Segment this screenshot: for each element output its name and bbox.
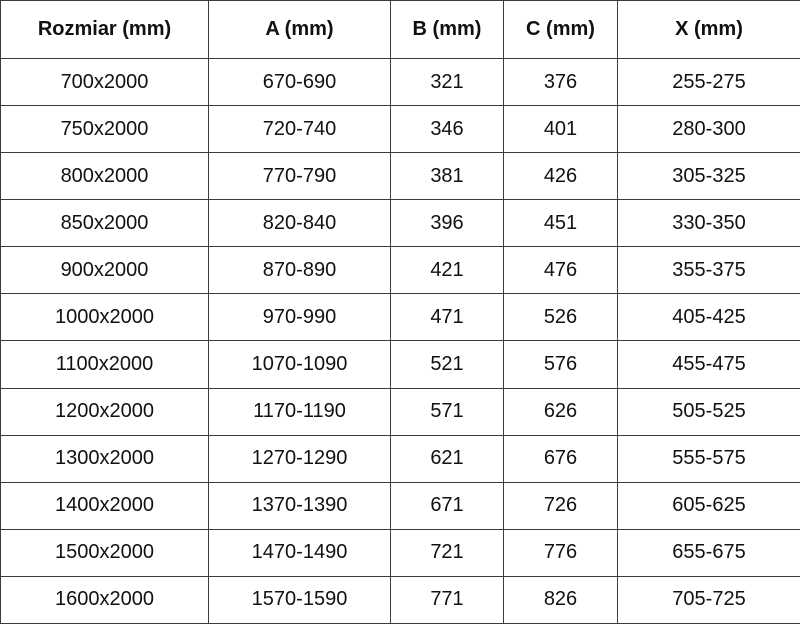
table-cell: 505-525 [618,388,800,435]
table-row [1,200,800,247]
table-cell: 621 [391,435,504,482]
table-cell: 721 [391,529,504,576]
table-cell: 1300x2000 [1,435,209,482]
column-header-rozmiar: Rozmiar (mm) [1,1,209,59]
table-body [1,59,800,624]
table-row [1,529,800,576]
table-cell: 381 [391,153,504,200]
table-row [1,153,800,200]
table-cell: 671 [391,482,504,529]
table-cell: 676 [504,435,618,482]
table-cell: 1200x2000 [1,388,209,435]
table-cell: 421 [391,247,504,294]
table-header-row [1,1,800,59]
table-cell: 655-675 [618,529,800,576]
table-row [1,435,800,482]
table-cell: 820-840 [209,200,391,247]
table-row [1,576,800,623]
table-cell: 1500x2000 [1,529,209,576]
table-row [1,59,800,106]
table-cell: 401 [504,106,618,153]
table-cell: 1170-1190 [209,388,391,435]
table-cell: 870-890 [209,247,391,294]
table-cell: 970-990 [209,294,391,341]
table-cell: 1370-1390 [209,482,391,529]
table-row [1,482,800,529]
table-cell: 726 [504,482,618,529]
table-cell: 1400x2000 [1,482,209,529]
table-cell: 1270-1290 [209,435,391,482]
column-header-x: X (mm) [618,1,800,59]
table-cell: 771 [391,576,504,623]
table-cell: 426 [504,153,618,200]
table-cell: 355-375 [618,247,800,294]
table-cell: 750x2000 [1,106,209,153]
table-row [1,388,800,435]
table-cell: 1100x2000 [1,341,209,388]
table-cell: 670-690 [209,59,391,106]
table-cell: 571 [391,388,504,435]
table-cell: 396 [391,200,504,247]
table-cell: 555-575 [618,435,800,482]
table-cell: 521 [391,341,504,388]
table-cell: 700x2000 [1,59,209,106]
table-cell: 526 [504,294,618,341]
table-cell: 455-475 [618,341,800,388]
table-cell: 776 [504,529,618,576]
column-header-c: C (mm) [504,1,618,59]
table-cell: 376 [504,59,618,106]
table-cell: 705-725 [618,576,800,623]
table-cell: 280-300 [618,106,800,153]
table-cell: 720-740 [209,106,391,153]
table-cell: 451 [504,200,618,247]
table-cell: 405-425 [618,294,800,341]
table-header [1,1,800,59]
table-cell: 1600x2000 [1,576,209,623]
table-cell: 826 [504,576,618,623]
table-cell: 850x2000 [1,200,209,247]
column-header-b: B (mm) [391,1,504,59]
table-cell: 770-790 [209,153,391,200]
table-cell: 605-625 [618,482,800,529]
table-cell: 1000x2000 [1,294,209,341]
table-row [1,341,800,388]
table-cell: 330-350 [618,200,800,247]
table-cell: 255-275 [618,59,800,106]
table-cell: 576 [504,341,618,388]
table-cell: 1070-1090 [209,341,391,388]
table-cell: 1470-1490 [209,529,391,576]
column-header-a: A (mm) [209,1,391,59]
table-cell: 321 [391,59,504,106]
table-cell: 476 [504,247,618,294]
table-row [1,106,800,153]
table-cell: 471 [391,294,504,341]
table-cell: 1570-1590 [209,576,391,623]
table-cell: 900x2000 [1,247,209,294]
table-cell: 800x2000 [1,153,209,200]
table-cell: 626 [504,388,618,435]
table-cell: 346 [391,106,504,153]
table-row [1,294,800,341]
table-cell: 305-325 [618,153,800,200]
table-row [1,247,800,294]
